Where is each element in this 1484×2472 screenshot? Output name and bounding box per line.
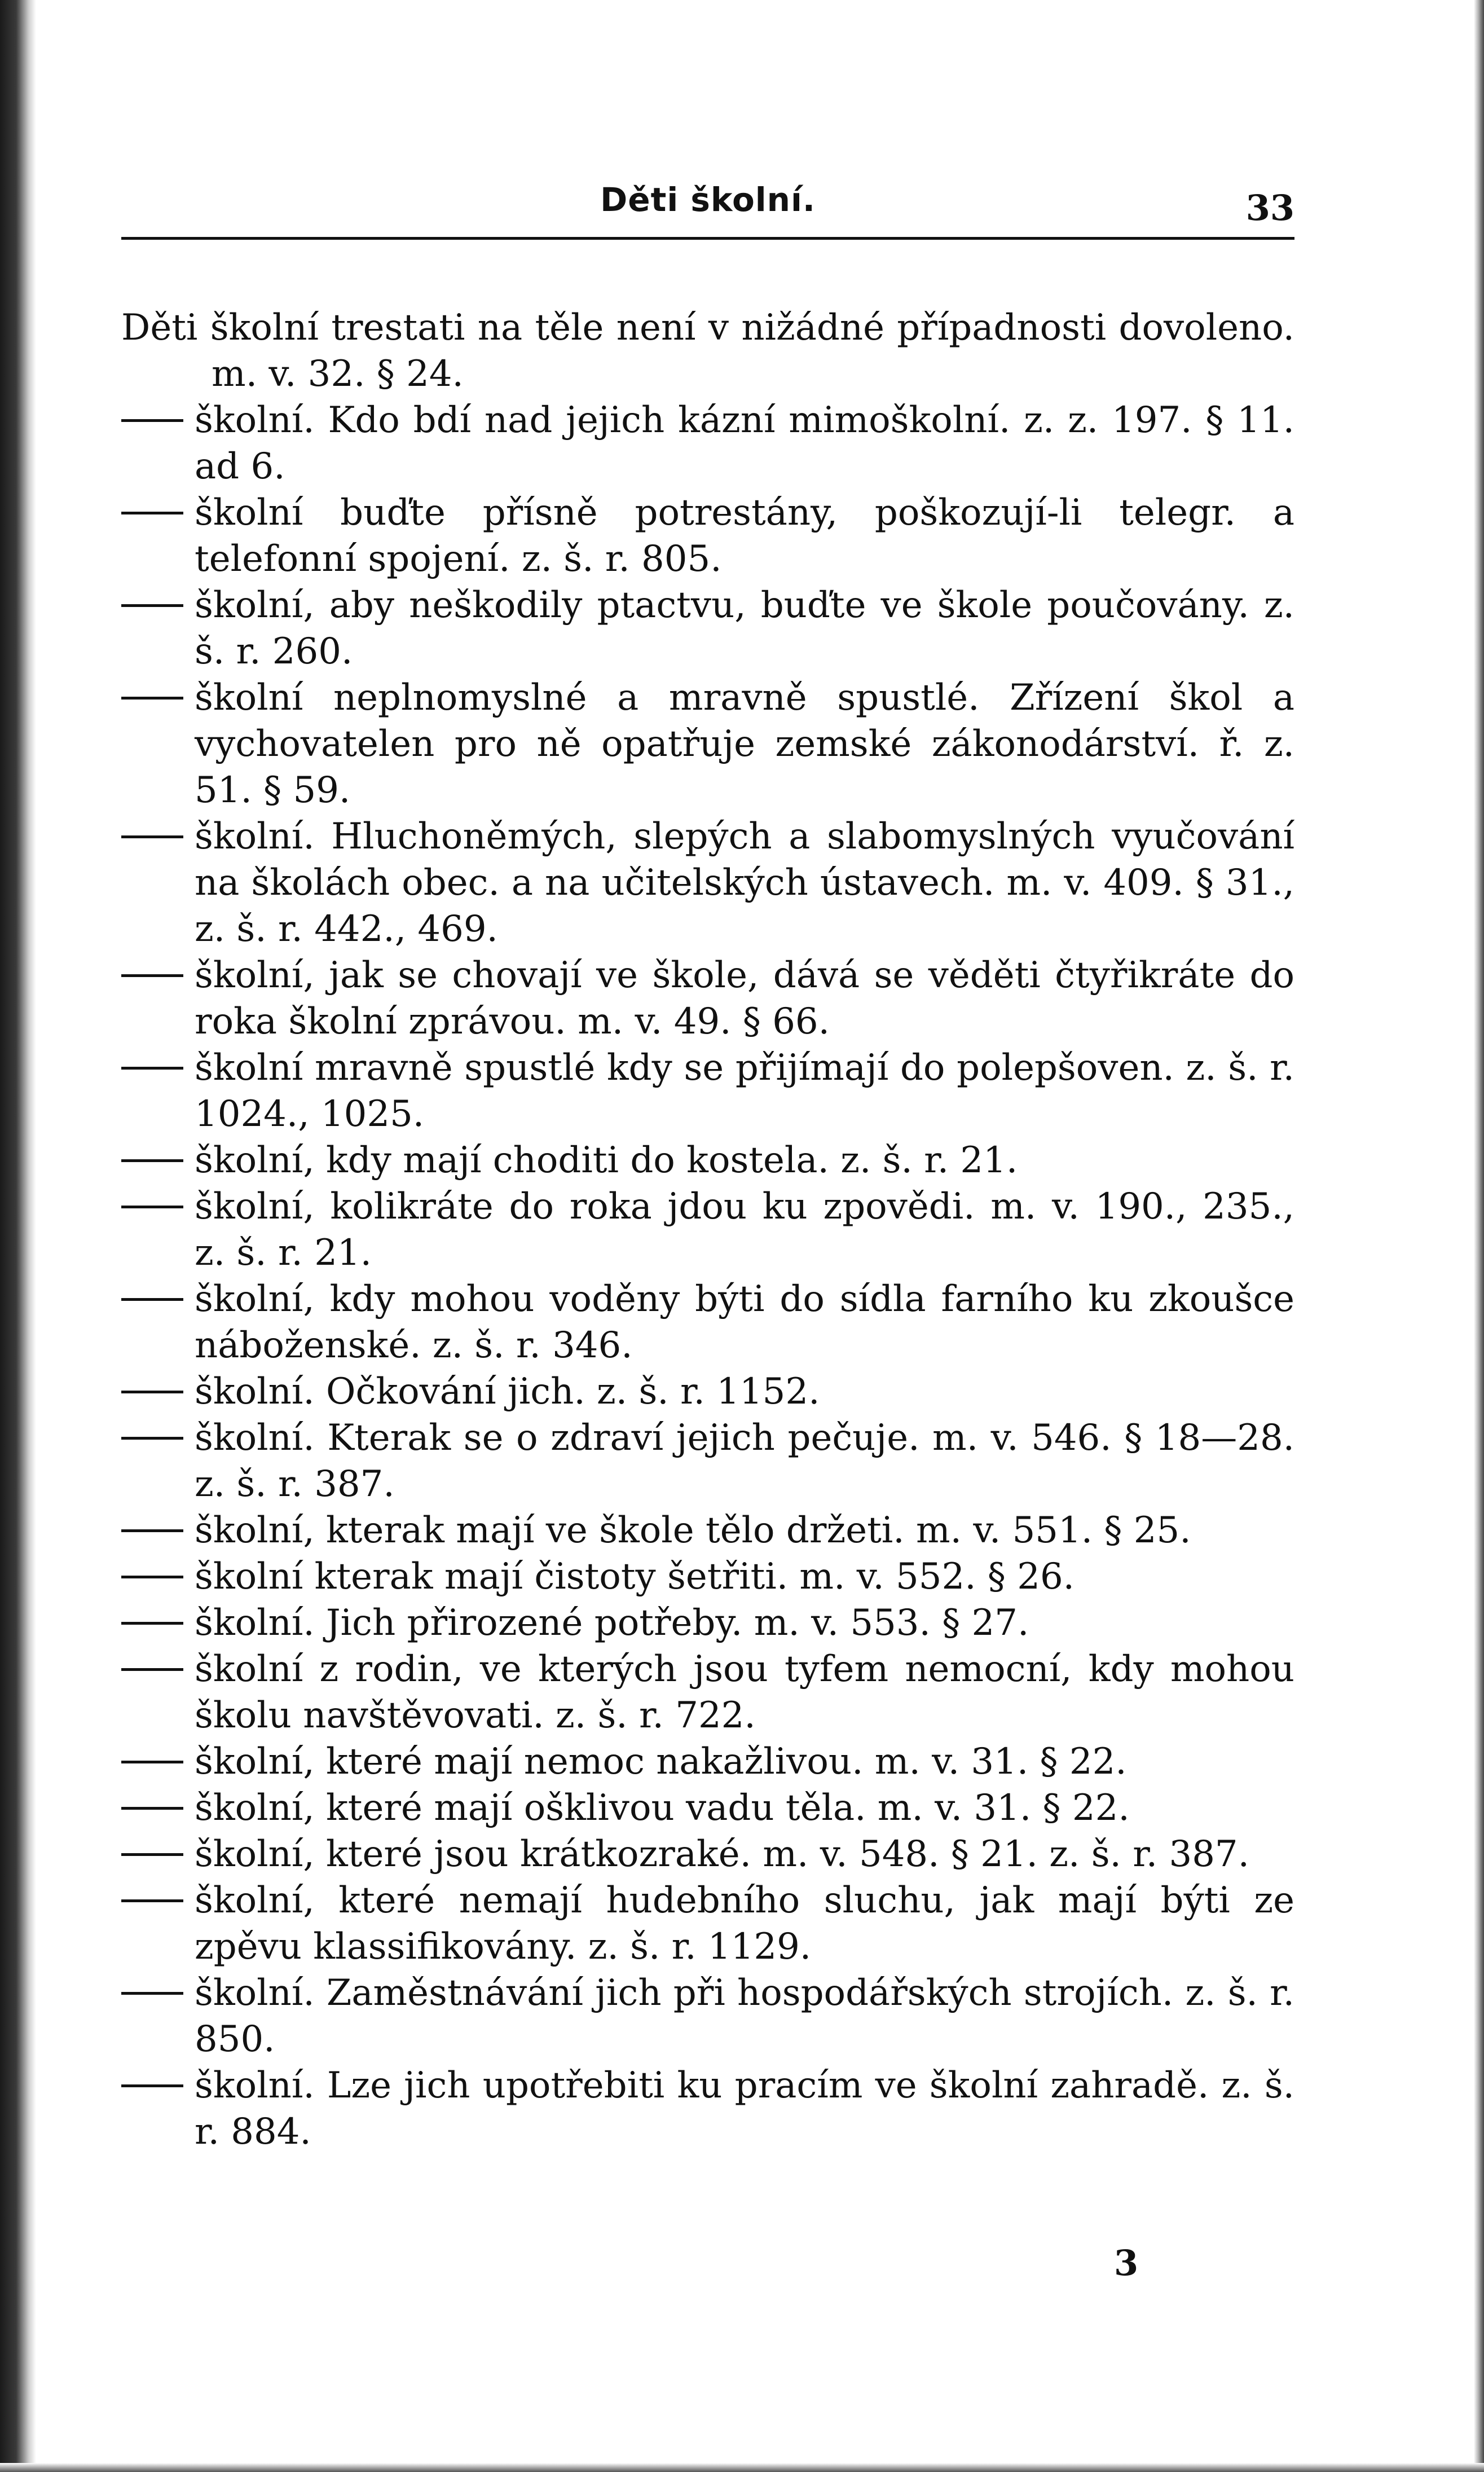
- ditto-dash: [121, 697, 183, 700]
- index-entry: [121, 952, 1294, 1045]
- page-right-edge: [1474, 0, 1484, 2472]
- entry-text: školní, kolikráte do roka jdou ku zpovědi. m. v. 190., 235., z. š. r. 21.: [195, 1186, 1294, 1274]
- ditto-dash: [121, 1668, 183, 1671]
- ditto-dash: [121, 604, 183, 607]
- entry-text: školní, aby neškodily ptactvu, buďte ve škole poučovány. z. š. r. 260.: [195, 584, 1294, 672]
- ditto-dash: [121, 974, 183, 977]
- page-header: [121, 181, 1294, 243]
- index-entry: [121, 397, 1294, 490]
- index-entry: [121, 305, 1294, 397]
- index-entry: [121, 582, 1294, 675]
- header-rule: [121, 237, 1294, 240]
- entry-text: školní. Jich přirozené potřeby. m. v. 553. § 27.: [195, 1602, 1029, 1644]
- entry-text: školní mravně spustlé kdy se přijímají do polepšoven. z. š. r. 1024., 1025.: [195, 1047, 1294, 1135]
- page-bottom-edge: [0, 2463, 1484, 2472]
- ditto-dash: [121, 1576, 183, 1578]
- entry-text: školní. Lze jich upotřebiti ku pracím ve školní zahradě. z. š. r. 884.: [195, 2065, 1294, 2153]
- index-entries: [121, 305, 1294, 2155]
- index-entry: [121, 1646, 1294, 1739]
- entry-text: školní. Kdo bdí nad jejich kázní mimoškolní. z. z. 197. § 11. ad 6.: [195, 399, 1294, 487]
- entry-text: školní, kterak mají ve škole tělo držeti. m. v. 551. § 25.: [195, 1510, 1191, 1551]
- entry-text: školní, které mají nemoc nakažlivou. m. v. 31. § 22.: [195, 1741, 1127, 1783]
- ditto-dash: [121, 1853, 183, 1856]
- page-spine-shadow: [0, 0, 36, 2472]
- index-entry: [121, 1184, 1294, 1276]
- ditto-dash: [121, 835, 183, 838]
- ditto-dash: [121, 1206, 183, 1208]
- entry-text: školní. Hluchoněmých, slepých a slabomyslných vyučování na školách obec. a na učitelských ústavech. m. v. 409. § 31., z. š. r. 442., 469.: [195, 816, 1294, 950]
- index-entry: [121, 675, 1294, 813]
- entry-text: školní. Zaměstnávání jich při hospodářských strojích. z. š. r. 850.: [195, 1972, 1294, 2060]
- index-entry: [121, 1137, 1294, 1184]
- book-page: [121, 181, 1294, 2155]
- entry-text: školní, kdy mají choditi do kostela. z. š. r. 21.: [195, 1140, 1018, 1181]
- index-entry: [121, 1554, 1294, 1600]
- index-entry: [121, 2062, 1294, 2155]
- ditto-dash: [121, 1992, 183, 1995]
- entry-text: školní buďte přísně potrestány, poškozují-li telegr. a telefonní spojení. z. š. r. 805.: [195, 492, 1294, 580]
- index-entry: [121, 1045, 1294, 1137]
- ditto-dash: [121, 1899, 183, 1902]
- entry-text: školní z rodin, ve kterých jsou tyfem nemocní, kdy mohou školu navštěvovati. z. š. r. 722.: [195, 1648, 1294, 1736]
- index-entry: [121, 1877, 1294, 1970]
- index-entry: [121, 490, 1294, 582]
- ditto-dash: [121, 1391, 183, 1393]
- entry-text: školní neplnomyslné a mravně spustlé. Zřízení škol a vychovatelen pro ně opatřuje zemské zákonodárství. ř. z. 51. § 59.: [195, 677, 1294, 811]
- entry-text: Děti školní trestati na těle není v nižádné případnosti dovoleno. m. v. 32. § 24.: [121, 307, 1294, 395]
- ditto-dash: [121, 1622, 183, 1625]
- entry-text: školní, které nemají hudebního sluchu, jak mají býti ze zpěvu klassifikovány. z. š. r. 1129.: [195, 1880, 1294, 1968]
- entry-text: školní, jak se chovají ve škole, dává se věděti čtyřikráte do roka školní zprávou. m. v. 49. § 66.: [195, 955, 1294, 1043]
- index-entry: [121, 1739, 1294, 1785]
- page-number: 33: [1245, 187, 1294, 228]
- index-entry: [121, 1415, 1294, 1507]
- entry-text: školní. Kterak se o zdraví jejich pečuje. m. v. 546. § 18—28. z. š. r. 387.: [195, 1417, 1294, 1505]
- entry-text: školní kterak mají čistoty šetřiti. m. v. 552. § 26.: [195, 1556, 1075, 1598]
- index-entry: [121, 1785, 1294, 1831]
- entry-text: školní, které mají ošklivou vadu těla. m. v. 31. § 22.: [195, 1787, 1130, 1829]
- entry-text: školní, kdy mohou voděny býti do sídla farního ku zkoušce náboženské. z. š. r. 346.: [195, 1278, 1294, 1366]
- index-entry: [121, 1369, 1294, 1415]
- ditto-dash: [121, 1067, 183, 1070]
- entry-text: školní. Očkování jich. z. š. r. 1152.: [195, 1371, 820, 1413]
- running-title: Děti školní.: [600, 181, 816, 219]
- ditto-dash: [121, 1298, 183, 1301]
- ditto-dash: [121, 2084, 183, 2087]
- index-entry: [121, 813, 1294, 952]
- ditto-dash: [121, 1437, 183, 1440]
- entry-text: školní, které jsou krátkozraké. m. v. 548. § 21. z. š. r. 387.: [195, 1833, 1249, 1875]
- ditto-dash: [121, 1807, 183, 1810]
- index-entry: [121, 1831, 1294, 1877]
- index-entry: [121, 1507, 1294, 1554]
- ditto-dash: [121, 1529, 183, 1532]
- signature-mark: 3: [1114, 2242, 1139, 2284]
- index-entry: [121, 1970, 1294, 2062]
- ditto-dash: [121, 419, 183, 422]
- index-entry: [121, 1600, 1294, 1646]
- ditto-dash: [121, 1761, 183, 1763]
- ditto-dash: [121, 512, 183, 514]
- index-entry: [121, 1276, 1294, 1369]
- ditto-dash: [121, 1159, 183, 1162]
